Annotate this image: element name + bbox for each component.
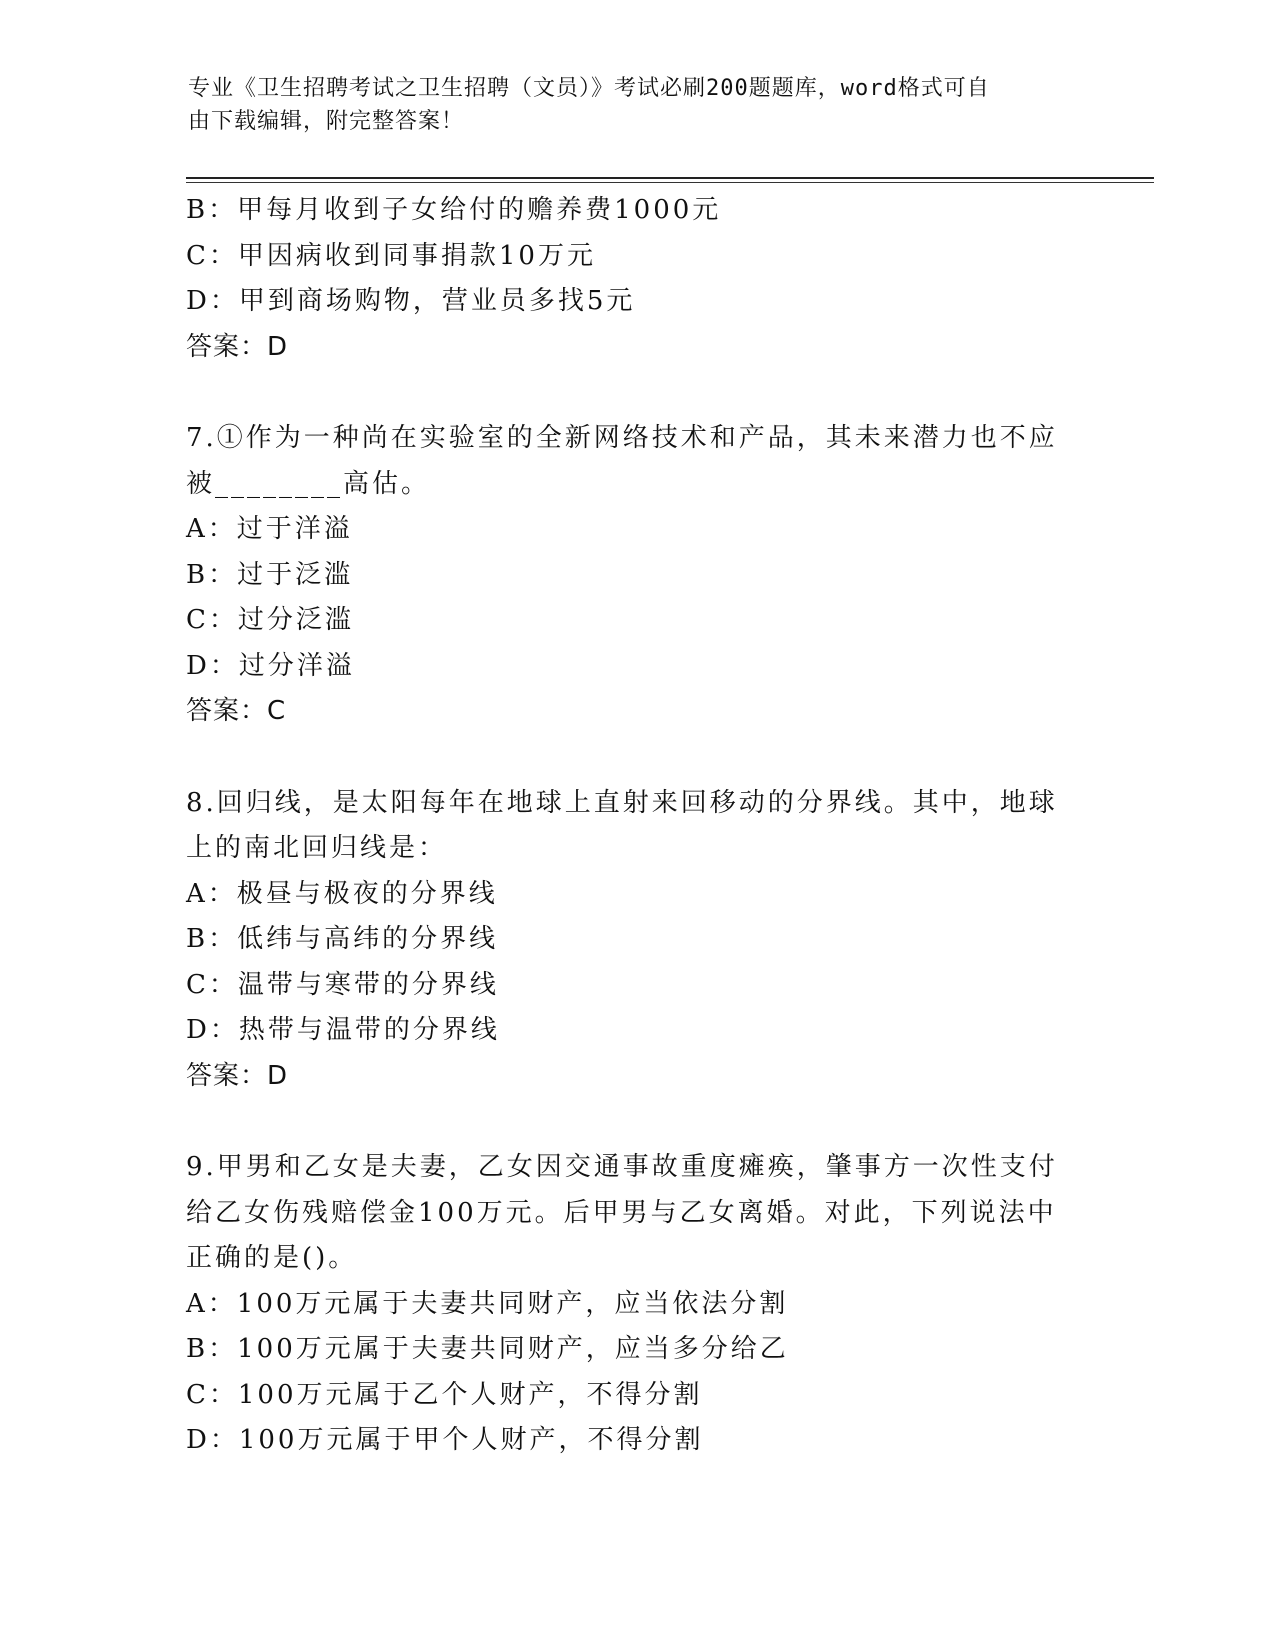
document-header: [188, 72, 1068, 138]
question-7: [186, 416, 1086, 735]
header-line-1: 专业《卫生招聘考试之卫生招聘（文员）》考试必刷200题题库，word格式可自: [188, 76, 990, 101]
option-d: D：热带与温带的分界线: [186, 1015, 500, 1045]
question-stem-line: 8.回归线，是太阳每年在地球上直射来回移动的分界线。其中，地球: [186, 787, 1058, 818]
header-rule-thick: [186, 177, 1154, 179]
option-c: C：100万元属于乙个人财产，不得分割: [186, 1379, 703, 1410]
option-b: B：100万元属于夫妻共同财产，应当多分给乙: [186, 1334, 789, 1364]
header-rule-thin: [186, 182, 1154, 183]
question-stem-line: 正确的是()。: [186, 1243, 358, 1273]
answer-line: 答案：C: [186, 696, 287, 726]
question-stem-line: 上的南北回归线是：: [186, 833, 448, 863]
question-stem-line: 给乙女伤残赔偿金100万元。后甲男与乙女离婚。对此，下列说法中: [186, 1197, 1057, 1228]
option-a: A：100万元属于夫妻共同财产，应当依法分割: [186, 1288, 789, 1319]
question-8: [186, 781, 1086, 1100]
answer-line: 答案：D: [186, 331, 289, 362]
option-c: C：过分泛滥: [186, 605, 354, 635]
option-b: B：低纬与高纬的分界线: [186, 924, 499, 954]
option-b: B：甲每月收到子女给付的赡养费1000元: [186, 195, 722, 225]
option-a: A：极昼与极夜的分界线: [186, 878, 498, 909]
answer-line: 答案：D: [186, 1060, 289, 1091]
option-d: D：甲到商场购物，营业员多找5元: [186, 286, 636, 316]
question-9: [186, 1145, 1086, 1464]
header-line-2: 由下载编辑，附完整答案！: [188, 109, 465, 134]
option-c: C：温带与寒带的分界线: [186, 969, 499, 1000]
option-d: D：100万元属于甲个人财产，不得分割: [186, 1425, 704, 1455]
option-c: C：甲因病收到同事捐款10万元: [186, 240, 596, 271]
option-b: B：过于泛滥: [186, 559, 354, 590]
option-d: D：过分洋溢: [186, 650, 355, 681]
question-stem-line: 9.甲男和乙女是夫妻，乙女因交通事故重度瘫痪，肇事方一次性支付: [186, 1152, 1058, 1182]
question-stem-line: 7.①作为一种尚在实验室的全新网络技术和产品，其未来潜力也不应: [186, 423, 1058, 453]
question-stem-line: 被________高估。: [186, 468, 431, 499]
document-body: [186, 188, 1086, 1464]
option-a: A：过于洋溢: [186, 514, 353, 544]
previous-question-tail: [186, 188, 1086, 370]
